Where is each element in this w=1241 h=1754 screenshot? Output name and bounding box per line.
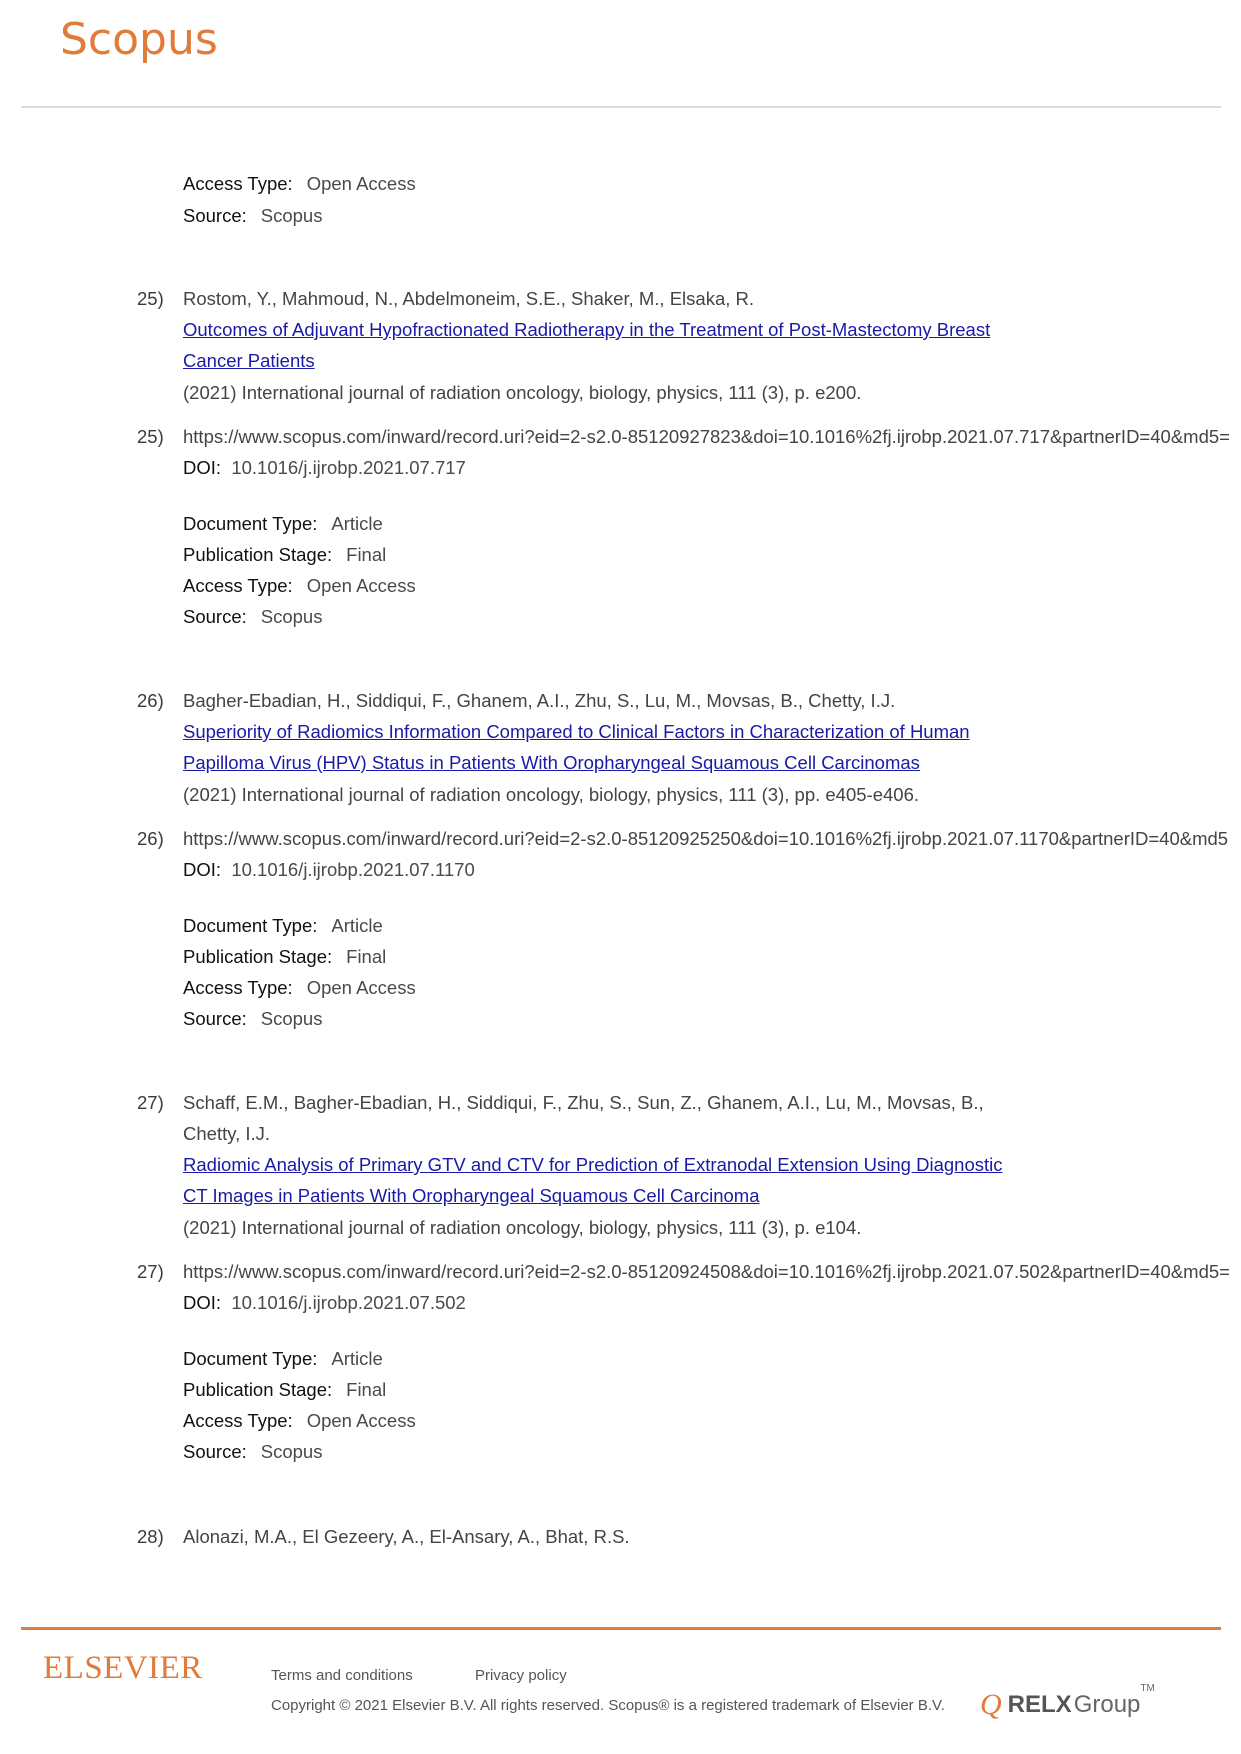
meta-label: Source: [183,1441,247,1462]
reference-authors: Schaff, E.M., Bagher-Ebadian, H., Siddiqui, F., Zhu, S., Sun, Z., Ghanem, A.I., Lu, M., Movsas, B., [183,1092,984,1113]
copyright-text: Copyright © 2021 Elsevier B.V. All rights reserved. Scopus® is a registered trademark of Elsevier B.V. [271,1697,945,1714]
reference-authors: Bagher-Ebadian, H., Siddiqui, F., Ghanem, A.I., Zhu, S., Lu, M., Movsas, B., Chetty, I.J. [183,690,896,711]
meta-value: Scopus [260,1008,323,1029]
meta-access-type [183,173,416,195]
meta-label: Access Type: [183,575,293,596]
reference-number: 26) [137,690,164,711]
meta-value: Scopus [260,606,323,627]
meta-value: Scopus [260,1441,323,1462]
reference-authors: Alonazi, M.A., El Gezeery, A., El-Ansary, A., Bhat, R.S. [183,1526,630,1547]
meta-access-type [183,977,416,999]
meta-label: Access Type: [183,173,293,194]
meta-label: Access Type: [183,977,293,998]
meta-source [183,205,322,227]
doi-value: 10.1016/j.ijrobp.2021.07.502 [231,1292,466,1313]
reference-title-link[interactable]: CT Images in Patients With Oropharyngeal Squamous Cell Carcinoma [183,1185,760,1206]
meta-value: Final [346,544,387,565]
meta-value: Scopus [260,205,323,226]
doi-label: DOI: [183,457,222,478]
meta-value: Final [346,946,387,967]
scopus-logo: Scopus [60,14,218,65]
meta-value: Article [331,1348,383,1369]
header-divider [21,106,1221,108]
doi-value: 10.1016/j.ijrobp.2021.07.1170 [231,859,475,880]
meta-label: Document Type: [183,1348,318,1369]
meta-publication-stage [183,544,386,566]
terms-link[interactable]: Terms and conditions [271,1667,413,1684]
reference-doi [183,1292,466,1314]
meta-document-type [183,513,383,535]
meta-source [183,1008,322,1030]
meta-document-type [183,1348,383,1370]
reference-url-number: 27) [137,1261,164,1282]
reference-url-number: 25) [137,426,164,447]
meta-label: Source: [183,205,247,226]
meta-document-type [183,915,383,937]
reference-doi [183,457,466,479]
meta-access-type [183,1410,416,1432]
reference-number: 28) [137,1526,164,1547]
meta-label: Publication Stage: [183,946,333,967]
reference-doi [183,859,475,881]
relx-group-text: Group [1073,1691,1141,1718]
reference-title-link[interactable]: Superiority of Radiomics Information Compared to Clinical Factors in Characterization of Human [183,721,970,742]
meta-label: Document Type: [183,513,318,534]
reference-title-link[interactable]: Radiomic Analysis of Primary GTV and CTV for Prediction of Extranodal Extension Using Diagnostic [183,1154,1003,1175]
doi-label: DOI: [183,1292,222,1313]
meta-source [183,606,322,628]
meta-value: Open Access [306,1410,416,1431]
reference-title-link[interactable]: Cancer Patients [183,350,315,371]
reference-number: 25) [137,288,164,309]
meta-value: Open Access [306,977,416,998]
relx-logo [980,1683,1155,1721]
reference-title-link[interactable]: Outcomes of Adjuvant Hypofractionated Radiotherapy in the Treatment of Post-Mastectomy Breast [183,319,991,340]
reference-number: 27) [137,1092,164,1113]
meta-label: Document Type: [183,915,318,936]
reference-url-number: 26) [137,828,164,849]
meta-access-type [183,575,416,597]
meta-value: Article [331,513,383,534]
meta-value: Article [331,915,383,936]
meta-label: Source: [183,1008,247,1029]
reference-citation: (2021) International journal of radiation oncology, biology, physics, 111 (3), p. e200. [183,382,862,403]
reference-url[interactable]: https://www.scopus.com/inward/record.uri?eid=2-s2.0-85120924508&doi=10.1016%2fj.ijrobp.2021.07.502&partnerID=40&md5= [183,1261,1230,1282]
relx-wordmark: RELX [1007,1691,1072,1718]
meta-value: Final [346,1379,387,1400]
footer-divider [21,1627,1221,1630]
reference-citation: (2021) International journal of radiation oncology, biology, physics, 111 (3), p. e104. [183,1217,862,1238]
meta-label: Access Type: [183,1410,293,1431]
meta-source [183,1441,322,1463]
meta-publication-stage [183,1379,386,1401]
meta-label: Publication Stage: [183,1379,333,1400]
doi-value: 10.1016/j.ijrobp.2021.07.717 [231,457,466,478]
reference-authors: Rostom, Y., Mahmoud, N., Abdelmoneim, S.E., Shaker, M., Elsaka, R. [183,288,755,309]
meta-publication-stage [183,946,386,968]
meta-value: Open Access [306,575,416,596]
reference-title-link[interactable]: Papilloma Virus (HPV) Status in Patients With Oropharyngeal Squamous Cell Carcinomas [183,752,920,773]
meta-label: Source: [183,606,247,627]
meta-value: Open Access [306,173,416,194]
doi-label: DOI: [183,859,222,880]
reference-url[interactable]: https://www.scopus.com/inward/record.uri?eid=2-s2.0-85120925250&doi=10.1016%2fj.ijrobp.2021.07.1170&partnerID=40&md5 [183,828,1229,849]
privacy-link[interactable]: Privacy policy [475,1667,567,1684]
meta-label: Publication Stage: [183,544,333,565]
reference-citation: (2021) International journal of radiation oncology, biology, physics, 111 (3), pp. e405-e406. [183,784,920,805]
reference-url[interactable]: https://www.scopus.com/inward/record.uri?eid=2-s2.0-85120927823&doi=10.1016%2fj.ijrobp.2021.07.717&partnerID=40&md5= [183,426,1230,447]
elsevier-logo: ELSEVIER [43,1650,203,1686]
reference-authors: Chetty, I.J. [183,1123,271,1144]
trademark-mark: TM [1140,1683,1155,1694]
relx-q-icon: Q [980,1688,1002,1721]
